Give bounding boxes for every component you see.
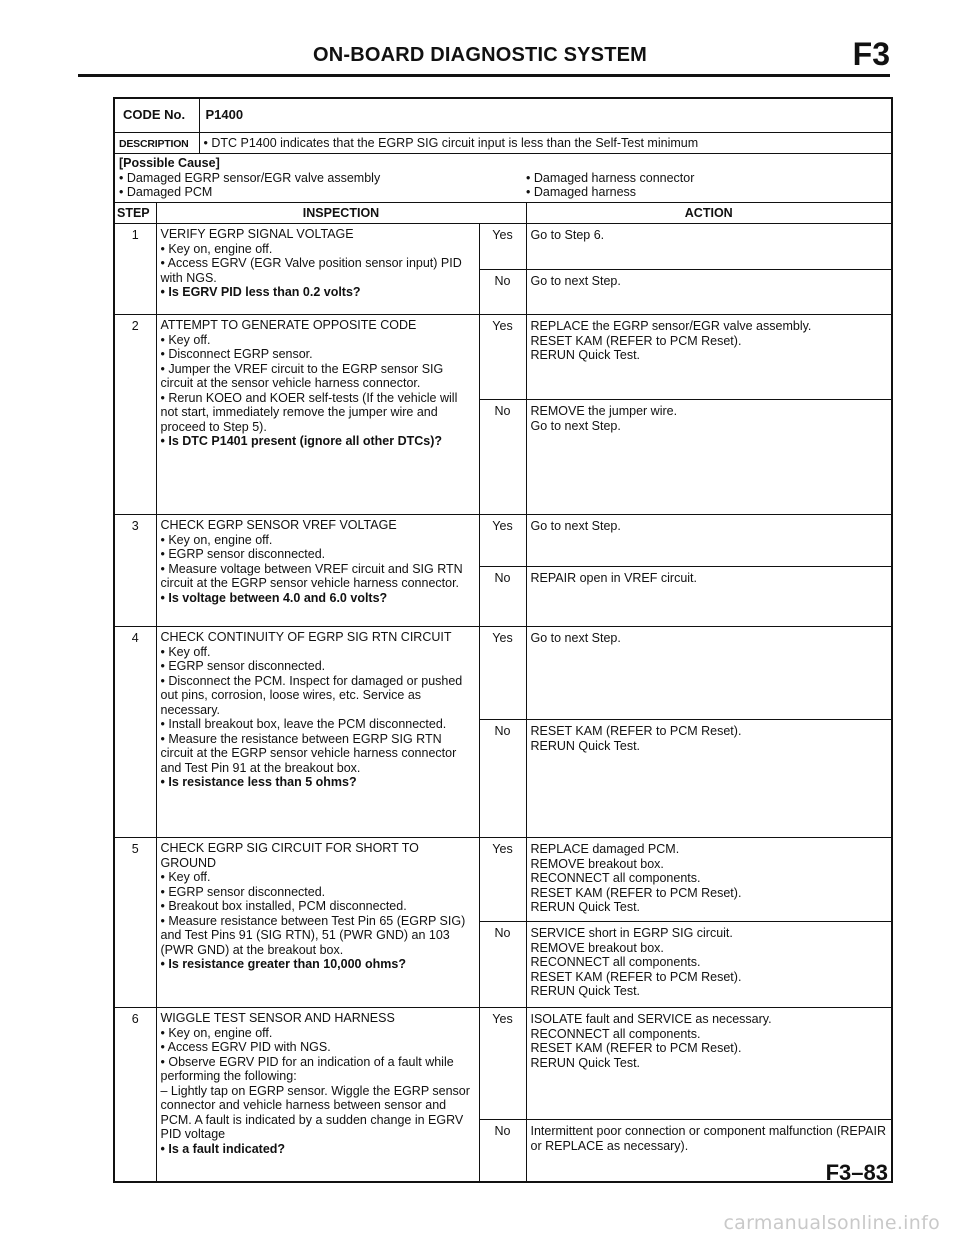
inspection-cell (156, 315, 479, 515)
action-line: Go to Step 6. (530, 228, 605, 242)
inspection-line: • Key on, engine off. (160, 532, 273, 547)
inspection-cell (156, 627, 479, 838)
step-number: 3 (114, 515, 156, 627)
possible-cause-title: [Possible Cause] (119, 156, 220, 170)
cause-item: • Damaged harness (526, 185, 637, 199)
action-line: RERUN Quick Test. (530, 348, 641, 362)
no-action (526, 270, 892, 315)
no-action (526, 720, 892, 838)
inspection-line: • Measure resistance between Test Pin 65 (EGRP SIG) and Test Pins 91 (SIG RTN), 51 (PWR GND) an 103 (PWR GND) at the breakout box. (160, 913, 466, 957)
step-number: 1 (114, 224, 156, 315)
inspection-line: • Key off. (160, 644, 211, 659)
action-line: RESET KAM (REFER to PCM Reset). (530, 885, 742, 900)
inspection-line: • Measure voltage between VREF circuit and SIG RTN circuit at the EGRP sensor vehicle harness connector. (160, 561, 463, 590)
action-line: SERVICE short in EGRP SIG circuit. (530, 926, 733, 940)
yes-label: Yes (479, 1008, 526, 1120)
action-line: RESET KAM (REFER to PCM Reset). (530, 969, 742, 984)
page-title: ON-BOARD DIAGNOSTIC SYSTEM (312, 44, 648, 66)
inspection-question: • Is a fault indicated? (160, 1141, 286, 1156)
action-line: RERUN Quick Test. (530, 900, 641, 914)
step-row-3 (114, 515, 892, 567)
column-header-action: ACTION (526, 202, 892, 224)
action-line: RECONNECT all components. (530, 1026, 701, 1041)
action-line: RECONNECT all components. (530, 955, 701, 969)
action-line: Go to next Step. (530, 418, 621, 433)
section-code: F3 (852, 36, 890, 72)
inspection-title: CHECK EGRP SENSOR VREF VOLTAGE (160, 518, 397, 532)
column-header-step: STEP (114, 202, 156, 224)
action-line: RERUN Quick Test. (530, 1055, 641, 1070)
inspection-title: ATTEMPT TO GENERATE OPPOSITE CODE (160, 318, 417, 332)
inspection-line: • EGRP sensor disconnected. (160, 547, 326, 561)
action-line: Intermittent poor connection or component malfunction (REPAIR or REPLACE as necessary). (530, 1124, 886, 1153)
action-line: RESET KAM (REFER to PCM Reset). (530, 1041, 742, 1055)
possible-cause-left (119, 171, 526, 200)
column-header-row (114, 202, 892, 224)
step-row-5 (114, 838, 892, 922)
inspection-cell (156, 838, 479, 1008)
action-line: RERUN Quick Test. (530, 984, 641, 998)
inspection-question: • Is voltage between 4.0 and 6.0 volts? (160, 590, 388, 605)
step-row-4 (114, 627, 892, 720)
code-value: P1400 (199, 98, 892, 132)
step-number: 2 (114, 315, 156, 515)
yes-label: Yes (479, 838, 526, 922)
code-row (114, 98, 892, 132)
table-body (114, 98, 892, 1182)
action-line: REPLACE the EGRP sensor/EGR valve assembly. (530, 319, 812, 333)
action-line: REPLACE damaged PCM. (530, 842, 680, 856)
no-label: No (479, 720, 526, 838)
inspection-question: • Is EGRV PID less than 0.2 volts? (160, 285, 361, 299)
inspection-cell (156, 224, 479, 315)
inspection-title: CHECK CONTINUITY OF EGRP SIG RTN CIRCUIT (160, 630, 452, 644)
step-row-2 (114, 315, 892, 400)
yes-label: Yes (479, 315, 526, 400)
description-text: • DTC P1400 indicates that the EGRP SIG circuit input is less than the Self-Test minimum (199, 132, 892, 154)
inspection-cell (156, 1008, 479, 1182)
inspection-line: • Access EGRV PID with NGS. (160, 1040, 331, 1054)
possible-cause-cell (114, 154, 892, 203)
inspection-line: • EGRP sensor disconnected. (160, 659, 326, 673)
inspection-line: • Measure the resistance between EGRP SIG RTN circuit at the EGRP sensor vehicle harness connector and Test Pin 91 at the breakout box. (160, 731, 457, 775)
step-number: 4 (114, 627, 156, 838)
inspection-line: • Breakout box installed, PCM disconnected. (160, 899, 407, 913)
action-line: RERUN Quick Test. (530, 738, 641, 753)
step-row-1 (114, 224, 892, 270)
inspection-line: • Key off. (160, 332, 211, 347)
action-line: ISOLATE fault and SERVICE as necessary. (530, 1012, 772, 1026)
action-line: Go to next Step. (530, 631, 621, 645)
watermark: carmanualsonline.info (723, 1212, 940, 1234)
no-label: No (479, 922, 526, 1008)
inspection-line: • Rerun KOEO and KOER self-tests (If the vehicle will not start, immediately remove the jumper wire and proceed to Step 5). (160, 390, 458, 434)
action-line: RESET KAM (REFER to PCM Reset). (530, 333, 742, 348)
step-number: 6 (114, 1008, 156, 1182)
inspection-line: • EGRP sensor disconnected. (160, 884, 326, 899)
inspection-line: • Key on, engine off. (160, 1025, 273, 1040)
yes-action (526, 315, 892, 400)
yes-label: Yes (479, 224, 526, 270)
yes-label: Yes (479, 627, 526, 720)
action-line: Go to next Step. (530, 274, 621, 288)
yes-action (526, 224, 892, 270)
action-line: RESET KAM (REFER to PCM Reset). (530, 724, 742, 738)
yes-action (526, 838, 892, 922)
header-rule (78, 74, 890, 77)
inspection-cell (156, 515, 479, 627)
inspection-line: • Jumper the VREF circuit to the EGRP sensor SIG circuit at the sensor vehicle harness connector. (160, 361, 444, 390)
no-label: No (479, 1120, 526, 1182)
step-number: 5 (114, 838, 156, 1008)
no-label: No (479, 567, 526, 627)
no-label: No (479, 270, 526, 315)
description-label: DESCRIPTION (114, 132, 199, 154)
yes-action (526, 1008, 892, 1120)
inspection-line: • Key on, engine off. (160, 241, 273, 256)
possible-cause-grid (119, 171, 887, 200)
yes-action (526, 515, 892, 567)
no-action (526, 922, 892, 1008)
cause-item: • Damaged EGRP sensor/EGR valve assembly (119, 170, 381, 185)
inspection-question: • Is DTC P1401 present (ignore all other DTCs)? (160, 434, 443, 448)
cause-item: • Damaged PCM (119, 185, 213, 199)
no-action (526, 567, 892, 627)
possible-cause-row (114, 154, 892, 203)
inspection-line: • Install breakout box, leave the PCM disconnected. (160, 717, 447, 731)
inspection-question: • Is resistance less than 5 ohms? (160, 775, 357, 789)
no-action (526, 400, 892, 515)
column-header-inspection: INSPECTION (156, 202, 526, 224)
page-number: F3–83 (825, 1160, 888, 1185)
inspection-line: • Disconnect EGRP sensor. (160, 347, 313, 361)
inspection-question: • Is resistance greater than 10,000 ohms? (160, 957, 406, 971)
inspection-title: VERIFY EGRP SIGNAL VOLTAGE (160, 227, 354, 241)
action-line: RECONNECT all components. (530, 871, 701, 885)
action-line: REPAIR open in VREF circuit. (530, 571, 697, 585)
action-line: REMOVE the jumper wire. (530, 404, 678, 418)
inspection-title: WIGGLE TEST SENSOR AND HARNESS (160, 1011, 395, 1025)
inspection-line: • Key off. (160, 870, 211, 884)
cause-item: • Damaged harness connector (526, 170, 695, 185)
inspection-title: CHECK EGRP SIG CIRCUIT FOR SHORT TO GROUND (160, 841, 419, 870)
inspection-line: • Access EGRV (EGR Valve position sensor input) PID with NGS. (160, 256, 462, 285)
inspection-line: – Lightly tap on EGRP sensor. Wiggle the EGRP sensor connector and vehicle harness between sensor and PCM. A fault is indicated by a sudden change in EGRV PID voltage (160, 1083, 470, 1141)
yes-label: Yes (479, 515, 526, 567)
action-line: Go to next Step. (530, 519, 621, 533)
inspection-line: • Observe EGRV PID for an indication of a fault while performing the following: (160, 1054, 454, 1083)
inspection-line: • Disconnect the PCM. Inspect for damaged or pushed out pins, corrosion, loose wires, etc. Service as necessary. (160, 673, 463, 717)
action-line: REMOVE breakout box. (530, 940, 664, 955)
diagnostic-table (113, 97, 893, 1183)
yes-action (526, 627, 892, 720)
code-label: CODE No. (114, 98, 199, 132)
action-line: REMOVE breakout box. (530, 856, 664, 871)
description-row (114, 132, 892, 154)
no-label: No (479, 400, 526, 515)
step-row-6 (114, 1008, 892, 1120)
possible-cause-right (526, 171, 887, 200)
